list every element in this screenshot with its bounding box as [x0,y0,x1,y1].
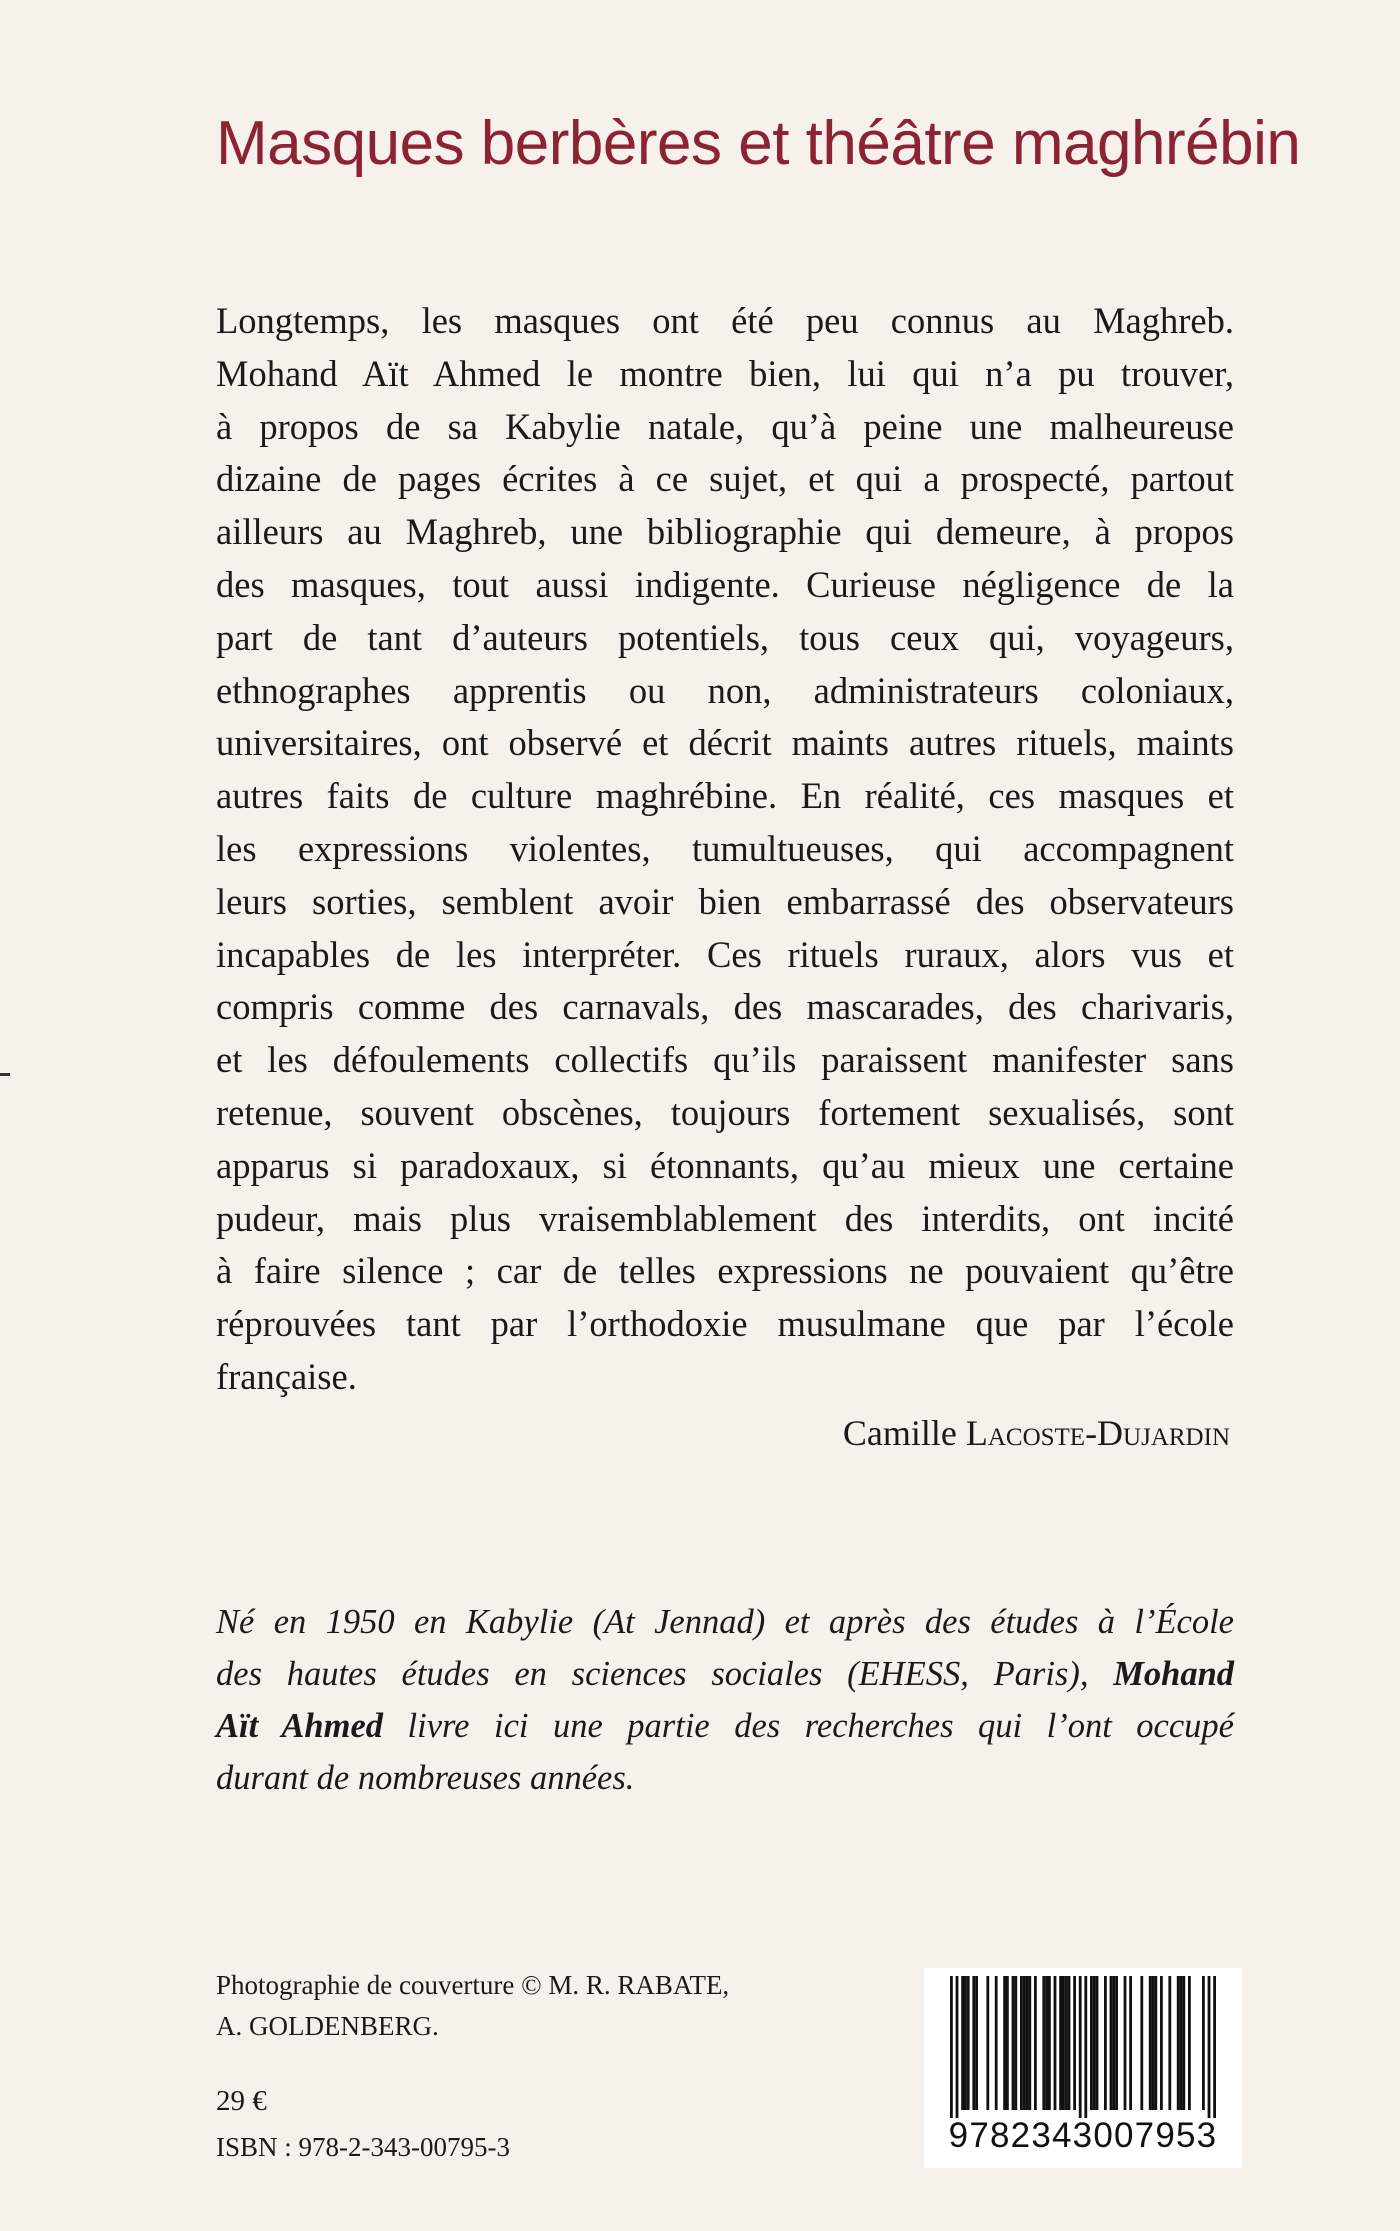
barcode-bar [1079,1976,1082,2118]
barcode-bar [1154,1976,1157,2110]
blurb-author [843,1412,1230,1454]
blurb-line: dizaine de pages écrites à ce sujet, et qui a prospecté, partout [216,458,1234,500]
blurb-line: Longtemps, les masques ont été peu connus au Maghreb. [216,300,1234,341]
blurb-line: part de tant d’auteurs potentiels, tous ceux qui, voyageurs, [216,616,1234,658]
barcode-bar [967,1976,970,2110]
blurb-line: autres faits de culture maghrébine. En réalité, ces masques et [216,775,1234,817]
photo-credit-line-1: Photographie de couverture © M. R. RABATE, [216,1970,730,2000]
barcode-bar [1045,1976,1048,2110]
barcode-bar [972,1976,975,2110]
barcode-bar [1168,1976,1171,2110]
blurb-line: et les défoulements collectifs qu’ils paraissent manifester sans [216,1039,1234,1081]
barcode-bar [1110,1976,1113,2110]
barcode-bar [1188,1976,1191,2110]
barcode-bar [1177,1976,1180,2110]
bio-line-3 [216,1700,1234,1752]
barcode-bar [1065,1976,1068,2110]
barcode-bar [1012,1976,1015,2110]
barcode-bar [1160,1976,1163,2110]
barcode-bar [1140,1976,1143,2110]
blurb-line: Mohand Aït Ahmed le montre bien, lui qui n’a pu trouver, [216,352,1234,394]
barcode-bar [1124,1976,1127,2110]
barcode-bar [1034,1976,1037,2110]
blurb-line: à faire silence ; car de telles expressions ne pouvaient qu’être [216,1250,1234,1292]
barcode-bar [1048,1976,1051,2110]
blurb-line: française. [216,1355,357,1397]
bio-line-2 [216,1648,1234,1700]
barcode-bar [1093,1976,1096,2110]
barcode-digits: 9782343007953 [948,2116,1218,2155]
blurb-line: universitaires, ont observé et décrit maints autres rituels, maints [216,722,1234,764]
blurb-line: les expressions violentes, tumultueuses, qui accompagnent [216,827,1234,869]
barcode-bar [1208,1976,1211,2118]
barcode [924,1968,1242,2168]
barcode-bar [1152,1976,1155,2110]
barcode-bar [1026,1976,1029,2110]
trim-mark [0,1073,10,1076]
blurb-line: ethnographes apprentis ou non, administrateurs coloniaux, [216,669,1234,711]
barcode-bar [1213,1976,1216,2118]
barcode-bar [1096,1976,1099,2110]
barcode-bar [1023,1976,1026,2110]
barcode-bar [1054,1976,1057,2110]
barcode-bar [950,1976,953,2118]
barcode-bar [961,1976,964,2110]
blurb-line: leurs sorties, semblent avoir bien embarrassé des observateurs [216,880,1234,922]
barcode-bars [924,1968,1242,2118]
barcode-bar [964,1976,967,2110]
barcode-bar [1020,1976,1023,2110]
barcode-bar [1115,1976,1118,2110]
barcode-bar [1149,1976,1152,2110]
barcode-bar [1006,1976,1009,2110]
bio-line-2-text: des hautes études en sciences sociales (EHESS, Paris), [216,1655,1089,1693]
blurb-line: réprouvées tant par l’orthodoxie musulmane que par l’école [216,1303,1234,1345]
barcode-bar [986,1976,989,2110]
barcode-bar [1068,1976,1071,2110]
barcode-bar [1104,1976,1107,2110]
blurb-line: compris comme des carnavals, des mascarades, des charivaris, [216,986,1234,1028]
isbn: ISBN : 978-2-343-00795-3 [216,2132,510,2162]
barcode-bar [1062,1976,1065,2110]
price: 29 € [216,2085,267,2117]
blurb-line: retenue, souvent obscènes, toujours fortement sexualisés, sont [216,1091,1234,1133]
barcode-bar [1042,1976,1045,2110]
barcode-bar [1014,1976,1017,2110]
barcode-bar [1073,1976,1076,2110]
bio-author-name-part1: Mohand [1113,1655,1235,1693]
barcode-bar [975,1976,978,2110]
blurb-line: pudeur, mais plus vraisemblablement des interdits, ont incité [216,1197,1234,1239]
blurb-line: apparus si paradoxaux, si étonnants, qu’au mieux une certaine [216,1144,1234,1186]
bio-line-3-text: livre ici une partie des recherches qui l’ont occupé [407,1707,1234,1745]
author-last-name: Lacoste-Dujardin [965,1413,1230,1453]
blurb-line: ailleurs au Maghreb, une bibliographie qui demeure, à propos [216,511,1234,553]
bio-line-4: durant de nombreuses années. [216,1759,635,1797]
photo-credit [216,1965,836,2047]
barcode-bar [1003,1976,1006,2110]
blurb-line: des masques, tout aussi indigente. Curieuse négligence de la [216,563,1234,605]
bio-author-name-part2: Aït Ahmed [216,1707,384,1745]
bio-line-1: Né en 1950 en Kabylie (At Jennad) et après des études à l’École [216,1603,1234,1641]
blurb-line: à propos de sa Kabylie natale, qu’à peine une malheureuse [216,405,1234,447]
barcode-bar [1028,1976,1031,2110]
barcode-bar [1090,1976,1093,2110]
blurb-line: incapables de les interpréter. Ces rituels ruraux, alors vus et [216,933,1234,975]
back-cover-blurb [216,295,1234,1404]
book-title: Masques berbères et théâtre maghrébin [216,109,1301,178]
barcode-bar [1084,1976,1087,2118]
barcode-bar [995,1976,998,2110]
barcode-bar [1182,1976,1185,2110]
barcode-bar [1129,1976,1132,2110]
photo-credit-line-2: A. GOLDENBERG. [216,2011,439,2041]
author-bio [216,1596,1234,1804]
barcode-bar [1180,1976,1183,2110]
barcode-bar [956,1976,959,2118]
barcode-bar [1112,1976,1115,2110]
barcode-bar [1059,1976,1062,2110]
author-first-name: Camille [842,1413,957,1453]
barcode-bar [1202,1976,1205,2110]
